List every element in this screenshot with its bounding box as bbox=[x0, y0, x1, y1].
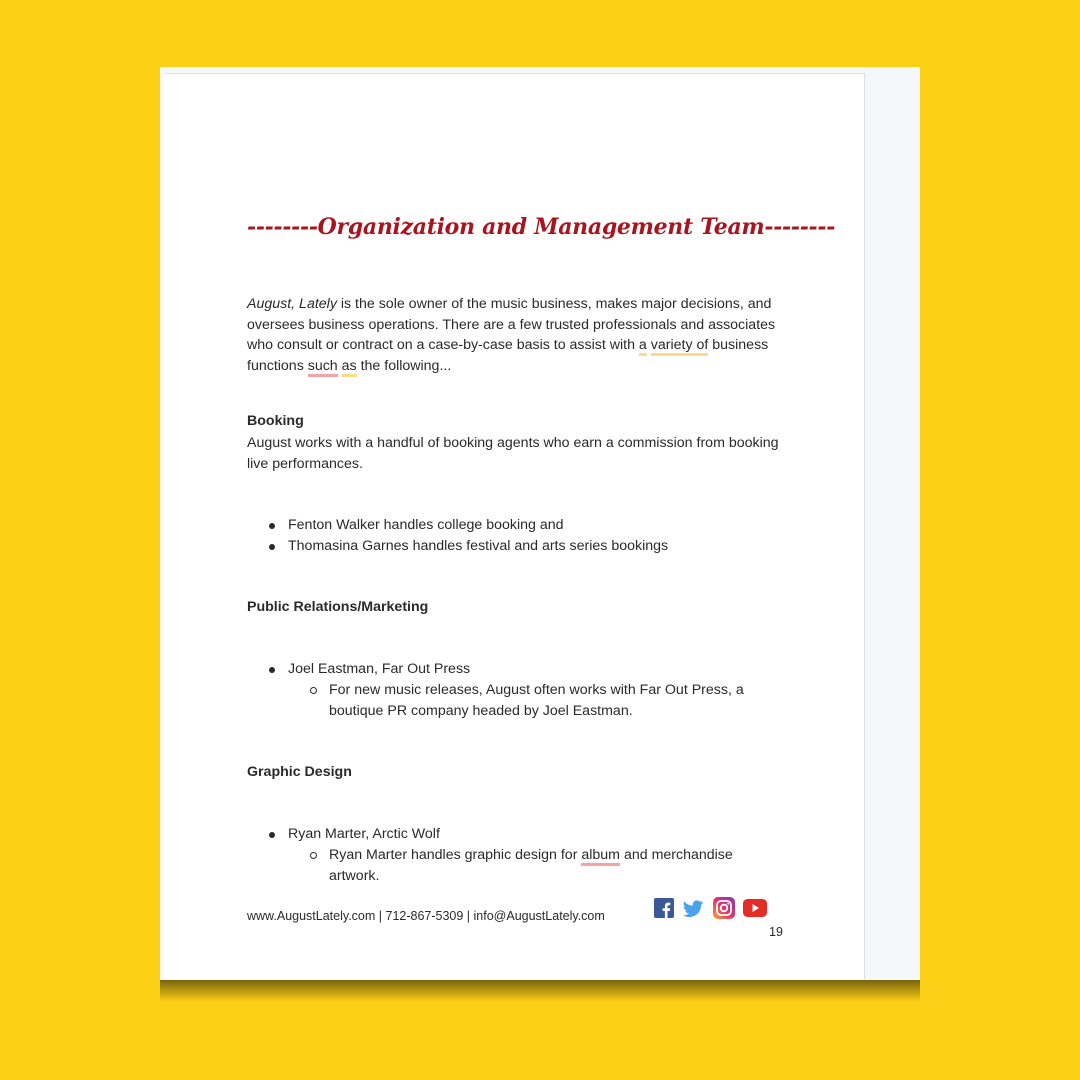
page-shadow bbox=[160, 978, 920, 1002]
section-title: --------Organization and Management Team-------- bbox=[247, 214, 836, 240]
grammar-suggestion[interactable]: as bbox=[342, 358, 357, 377]
document-viewer bbox=[160, 67, 920, 980]
pr-heading: Public Relations/Marketing bbox=[247, 599, 429, 615]
list-item: Thomasina Garnes handles festival and arts series bookings bbox=[247, 536, 787, 557]
graphic-list bbox=[247, 824, 787, 887]
graphic-heading: Graphic Design bbox=[247, 764, 352, 780]
facebook-icon[interactable] bbox=[654, 898, 674, 918]
list-item: Fenton Walker handles college booking and bbox=[247, 515, 787, 536]
social-icons bbox=[654, 897, 771, 921]
list-item: Joel Eastman, Far Out Press bbox=[247, 659, 787, 680]
spelling-suggestion[interactable]: such bbox=[308, 358, 338, 377]
youtube-icon[interactable] bbox=[743, 899, 767, 917]
sub-list-item: Ryan Marter handles graphic design for album and merchandise artwork. bbox=[247, 845, 787, 887]
list-item: Ryan Marter, Arctic Wolf bbox=[247, 824, 787, 845]
booking-heading: Booking bbox=[247, 413, 304, 429]
intro-paragraph: August, Lately is the sole owner of the music business, makes major decisions, and oversees business operations. There are a few trusted professionals and associates who consult or contract on a case-by-case basis to assist with a variety of business functions such as the following... bbox=[247, 294, 787, 376]
grammar-suggestion[interactable]: a bbox=[639, 337, 647, 356]
sub-list-item: For new music releases, August often works with Far Out Press, a boutique PR company headed by Joel Eastman. bbox=[247, 680, 787, 722]
twitter-icon[interactable] bbox=[682, 898, 704, 918]
booking-description: August works with a handful of booking agents who earn a commission from booking live performances. bbox=[247, 435, 779, 472]
instagram-icon[interactable] bbox=[713, 897, 735, 919]
document-page bbox=[164, 73, 865, 979]
footer-contact: www.AugustLately.com | 712-867-5309 | info@AugustLately.com bbox=[247, 909, 605, 923]
spelling-suggestion[interactable]: album bbox=[581, 847, 620, 866]
page-number: 19 bbox=[769, 925, 783, 939]
pr-list bbox=[247, 659, 787, 722]
booking-list bbox=[247, 515, 787, 557]
owner-name: August, Lately bbox=[247, 296, 337, 312]
grammar-suggestion[interactable]: variety of bbox=[651, 337, 709, 356]
